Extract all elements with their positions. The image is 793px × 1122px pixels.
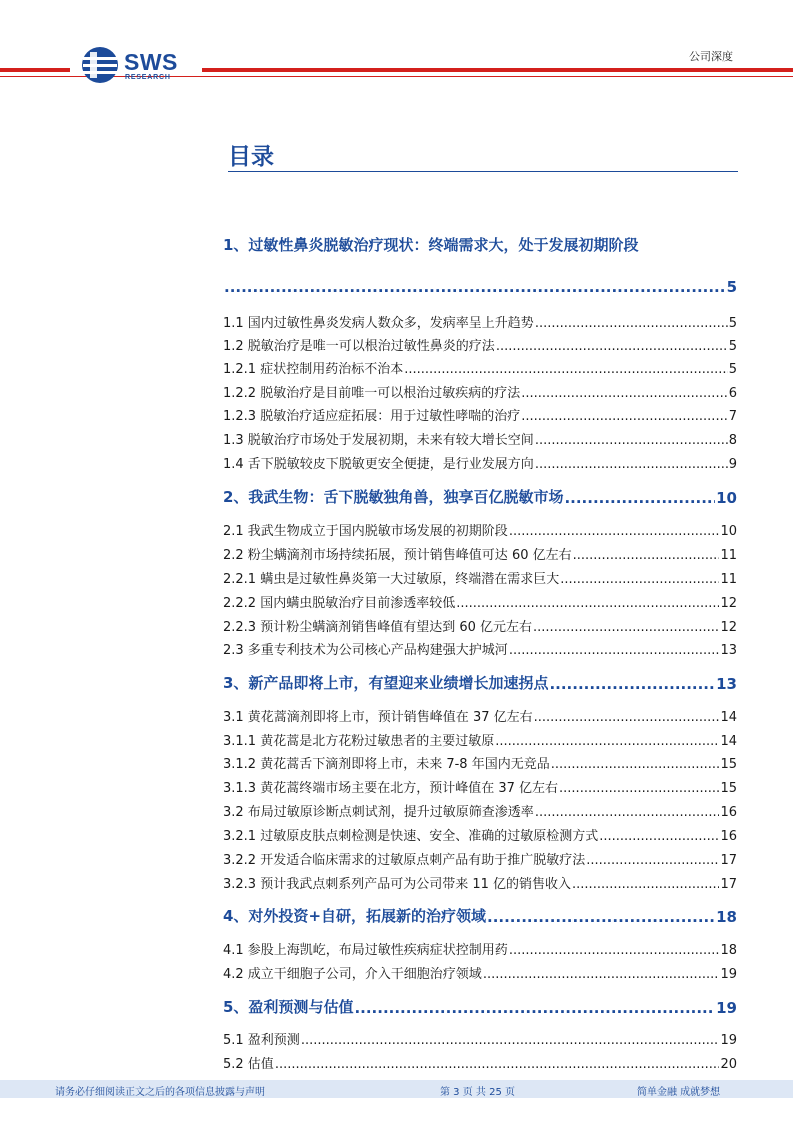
footer-page-number: 第 3 页 共 25 页 <box>440 1087 515 1098</box>
toc-entry-title: 1.1 国内过敏性鼻炎发病人数众多，发病率呈上升趋势 <box>223 316 534 331</box>
toc-entry-title: 4.1 参股上海凯屹，布局过敏性疾病症状控制用药 <box>223 943 508 958</box>
toc-entry-title: 3.2 布局过敏原诊断点刺试剂，提升过敏原筛查渗透率 <box>223 805 534 820</box>
header-rule-left <box>0 68 70 72</box>
toc-entry-page: 19 <box>716 999 737 1017</box>
toc-leader-dots <box>549 675 715 693</box>
toc-leader-dots <box>535 457 728 472</box>
toc-entry[interactable] <box>223 452 737 472</box>
toc-entry-title: 2.2.3 预计粉尘螨滴剂销售峰值有望达到 60 亿元左右 <box>223 620 533 635</box>
toc-leader-dots <box>535 805 720 820</box>
toc-entry[interactable] <box>223 381 737 401</box>
toc-entry-title: 1.2 脱敏治疗是唯一可以根治过敏性鼻炎的疗法 <box>223 339 495 354</box>
sws-logo-icon <box>80 45 120 85</box>
toc-leader-dots <box>496 339 728 354</box>
toc-entry-title: 3.1.1 黄花蒿是北方花粉过敏患者的主要过敏原 <box>223 734 495 749</box>
toc-title: 目录 <box>228 144 274 170</box>
toc-entry[interactable] <box>223 752 737 772</box>
toc-entry[interactable] <box>223 705 737 725</box>
toc-entry-page: 17 <box>720 853 737 868</box>
toc-leader-dots <box>534 710 720 725</box>
toc-entry-title: 2.2.1 螨虫是过敏性鼻炎第一大过敏原，终端潜在需求巨大 <box>223 572 560 587</box>
toc-entry-title: 2.2 粉尘螨滴剂市场持续拓展，预计销售峰值可达 60 亿左右 <box>223 548 572 563</box>
toc-entry-title: 1.2.2 脱敏治疗是目前唯一可以根治过敏疾病的疗法 <box>223 386 521 401</box>
toc-entry[interactable] <box>223 848 737 868</box>
toc-entry[interactable] <box>223 671 737 693</box>
toc-entry-title: 5.2 估值 <box>223 1057 274 1072</box>
toc-leader-dots <box>535 433 728 448</box>
toc-entry-title: 1、过敏性鼻炎脱敏治疗现状：终端需求大，处于发展初期阶段 <box>223 236 639 254</box>
toc-entry-page: 19 <box>720 1033 737 1048</box>
toc-entry[interactable] <box>223 591 737 611</box>
toc-leader-dots <box>599 829 719 844</box>
toc-entry[interactable] <box>223 729 737 749</box>
toc-entry-page: 17 <box>720 877 737 892</box>
toc-entry-title: 3.2.1 过敏原皮肤点刺检测是快速、安全、准确的过敏原检测方式 <box>223 829 599 844</box>
toc-entry-page: 14 <box>720 734 737 749</box>
toc-entry-title: 2.3 多重专利技术为公司核心产品构建强大护城河 <box>223 643 508 658</box>
toc-leader-dots <box>551 757 720 772</box>
toc-entry-page: 16 <box>720 829 737 844</box>
toc-entry-title: 3.1.3 黄花蒿终端市场主要在北方，预计峰值在 37 亿左右 <box>223 781 559 796</box>
toc-leader-dots <box>586 853 719 868</box>
toc-entry[interactable] <box>223 904 737 926</box>
toc-entry-page: 18 <box>720 943 737 958</box>
toc-entry[interactable] <box>223 311 737 331</box>
toc-entry-page: 10 <box>720 524 737 539</box>
toc-leader-dots <box>572 877 719 892</box>
toc-entry[interactable] <box>223 334 737 354</box>
toc-entry-page: 14 <box>720 710 737 725</box>
toc-leader-dots <box>559 781 719 796</box>
toc-leader-dots <box>560 572 719 587</box>
toc-entry-title: 1.3 脱敏治疗市场处于发展初期，未来有较大增长空间 <box>223 433 534 448</box>
toc-leader-dots <box>535 316 728 331</box>
page-footer <box>0 1080 793 1098</box>
toc-entry[interactable] <box>223 776 737 796</box>
toc-entry-page: 13 <box>716 675 737 693</box>
toc-entry[interactable] <box>223 274 737 296</box>
logo-subtext: RESEARCH <box>125 74 171 81</box>
toc-entry[interactable] <box>223 872 737 892</box>
toc-leader-dots <box>521 386 728 401</box>
toc-leader-dots <box>224 278 726 296</box>
document-type-label: 公司深度 <box>689 50 733 63</box>
toc-leader-dots <box>509 943 720 958</box>
toc-entry-page: 12 <box>720 620 737 635</box>
title-rule <box>228 171 738 172</box>
toc-entry-page: 6 <box>728 386 737 401</box>
toc-entry-title: 2、我武生物：舌下脱敏独角兽，独享百亿脱敏市场 <box>223 488 564 506</box>
toc-leader-dots <box>354 999 715 1017</box>
toc-entry-page: 5 <box>726 278 737 296</box>
toc-entry-title: 3.1 黄花蒿滴剂即将上市，预计销售峰值在 37 亿左右 <box>223 710 533 725</box>
toc-leader-dots <box>404 362 728 377</box>
toc-entry-page: 7 <box>728 409 737 424</box>
toc-leader-dots <box>564 489 715 507</box>
toc-entry-title: 2.2.2 国内螨虫脱敏治疗目前渗透率较低 <box>223 596 456 611</box>
toc-entry[interactable] <box>223 615 737 635</box>
toc-entry-page: 19 <box>720 967 737 982</box>
toc-entry-title: 1.2.1 症状控制用药治标不治本 <box>223 362 404 377</box>
toc-leader-dots <box>487 908 715 926</box>
toc-entry[interactable] <box>223 800 737 820</box>
toc-entry-title: 4、对外投资+自研，拓展新的治疗领域 <box>223 907 487 925</box>
toc-entry-page: 5 <box>728 316 737 331</box>
toc-entry-page: 12 <box>720 596 737 611</box>
toc-entry-page: 20 <box>720 1057 737 1072</box>
header-rule-right <box>202 68 793 72</box>
toc-entry-page: 18 <box>716 908 737 926</box>
toc-leader-dots <box>301 1033 720 1048</box>
toc-entry-title: 3.2.2 开发适合临床需求的过敏原点刺产品有助于推广脱敏疗法 <box>223 853 586 868</box>
toc-entry-page: 9 <box>728 457 737 472</box>
toc-entry-title: 3、新产品即将上市，有望迎来业绩增长加速拐点 <box>223 674 549 692</box>
toc-entry[interactable] <box>223 404 737 424</box>
toc-entry[interactable] <box>223 357 737 377</box>
toc-leader-dots <box>521 409 728 424</box>
toc-entry[interactable] <box>223 1052 737 1072</box>
toc-entry-title: 3.1.2 黄花蒿舌下滴剂即将上市，未来 7-8 年国内无竞品 <box>223 757 550 772</box>
toc-entry[interactable] <box>223 233 737 255</box>
toc-entry[interactable] <box>223 995 737 1017</box>
toc-entry[interactable] <box>223 638 737 658</box>
toc-entry-title: 4.2 成立干细胞子公司，介入干细胞治疗领域 <box>223 967 482 982</box>
toc-entry[interactable] <box>223 962 737 982</box>
toc-entry[interactable] <box>223 567 737 587</box>
toc-entry[interactable] <box>223 428 737 448</box>
toc-entry-page: 11 <box>720 548 737 563</box>
toc-entry[interactable] <box>223 824 737 844</box>
toc-entry-title: 1.4 舌下脱敏较皮下脱敏更安全便捷，是行业发展方向 <box>223 457 534 472</box>
toc-entry[interactable] <box>223 485 737 507</box>
toc-entry-page: 15 <box>720 757 737 772</box>
footer-disclaimer: 请务必仔细阅读正文之后的各项信息披露与声明 <box>55 1087 265 1098</box>
toc-entry-page: 5 <box>728 339 737 354</box>
toc-entry-page: 13 <box>720 643 737 658</box>
toc-leader-dots <box>509 524 720 539</box>
toc-entry-title: 5.1 盈利预测 <box>223 1033 300 1048</box>
toc-entry-page: 5 <box>728 362 737 377</box>
toc-leader-dots <box>456 596 719 611</box>
sws-logo <box>80 45 190 85</box>
toc-entry-page: 8 <box>728 433 737 448</box>
toc-leader-dots <box>275 1057 720 1072</box>
toc-entry[interactable] <box>223 519 737 539</box>
toc-entry-title: 5、盈利预测与估值 <box>223 998 354 1016</box>
toc-leader-dots <box>509 643 720 658</box>
toc-entry[interactable] <box>223 543 737 563</box>
toc-leader-dots <box>533 620 719 635</box>
footer-slogan: 简单金融 成就梦想 <box>637 1087 721 1098</box>
logo-text: SWS <box>124 49 178 75</box>
toc-leader-dots <box>495 734 719 749</box>
toc-entry-page: 10 <box>716 489 737 507</box>
toc-entry[interactable] <box>223 1028 737 1048</box>
toc-entry-page: 16 <box>720 805 737 820</box>
toc-entry-title: 1.2.3 脱敏治疗适应症拓展：用于过敏性哮喘的治疗 <box>223 409 521 424</box>
toc-entry-page: 11 <box>720 572 737 587</box>
toc-entry-page: 15 <box>720 781 737 796</box>
toc-entry[interactable] <box>223 938 737 958</box>
toc-leader-dots <box>573 548 720 563</box>
toc-entry-title: 2.1 我武生物成立于国内脱敏市场发展的初期阶段 <box>223 524 508 539</box>
toc-entry-title: 3.2.3 预计我武点刺系列产品可为公司带来 11 亿的销售收入 <box>223 877 572 892</box>
toc-leader-dots <box>483 967 720 982</box>
